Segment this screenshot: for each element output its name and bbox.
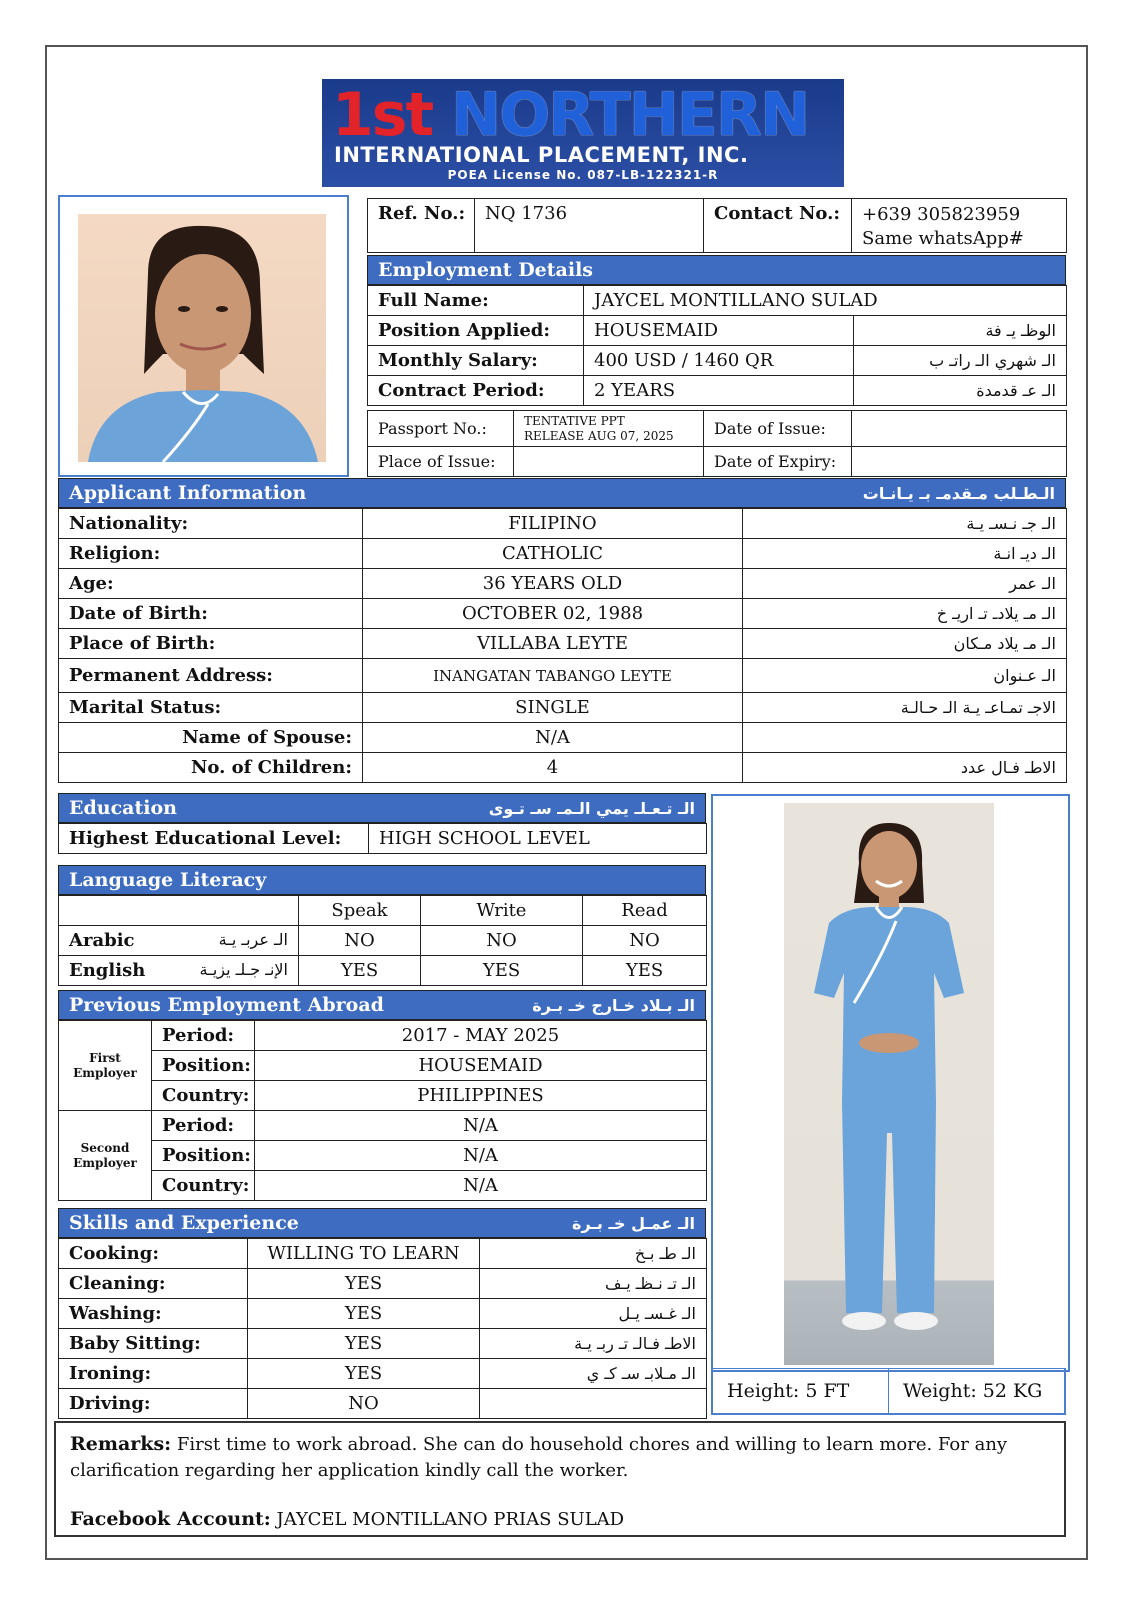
baby-sitting-arabic: الاطـ فـالـ تـ ربـ يـة: [480, 1329, 707, 1359]
arabic-write: NO: [421, 926, 583, 956]
place-issue-label: Place of Issue:: [368, 447, 514, 477]
washing-label: Washing:: [59, 1299, 248, 1329]
employment-details-header: Employment Details: [367, 255, 1066, 285]
religion-value: CATHOLIC: [363, 539, 743, 569]
marital-status-value: SINGLE: [363, 693, 743, 723]
position-applied-arabic: الوظـ يـ فة: [854, 316, 1067, 346]
first-position-value: HOUSEMAID: [255, 1051, 707, 1081]
arabic-row-label: Arabic الـ عربـ يـة: [59, 926, 299, 956]
expiry-value: [852, 447, 1067, 477]
cooking-value: WILLING TO LEARN: [248, 1239, 480, 1269]
speak-col-header: Speak: [299, 896, 421, 926]
full-name-label: Full Name:: [368, 286, 584, 316]
monthly-salary-value: 400 USD / 1460 QR: [584, 346, 854, 376]
previous-employment-header: Previous Employment Abroad الـ بـلاد خـارج خـ بـرة: [58, 990, 706, 1020]
passport-label: Passport No.:: [368, 411, 514, 447]
facebook-value: JAYCEL MONTILLANO PRIAS SULAD: [276, 1509, 625, 1530]
monthly-salary-arabic: الـ شهري الـ راتـ ب: [854, 346, 1067, 376]
position-applied-label: Position Applied:: [368, 316, 584, 346]
cleaning-label: Cleaning:: [59, 1269, 248, 1299]
passport-value: TENTATIVE PPT RELEASE AUG 07, 2025: [514, 411, 704, 447]
remarks-box: [54, 1421, 1066, 1537]
spouse-value: N/A: [363, 723, 743, 753]
english-speak: YES: [299, 956, 421, 986]
remarks-text: First time to work abroad. She can do household chores and willing to learn more. For any clarification regarding her application kindly call the worker.: [70, 1434, 1008, 1481]
issue-date-label: Date of Issue:: [704, 411, 852, 447]
pob-arabic: الـ مـ يلاد مـكان: [743, 629, 1067, 659]
cleaning-value: YES: [248, 1269, 480, 1299]
employment-table: [367, 285, 1067, 406]
arabic-speak: NO: [299, 926, 421, 956]
second-position-label: Position:: [152, 1141, 255, 1171]
driving-label: Driving:: [59, 1389, 248, 1419]
dob-label: Date of Birth:: [59, 599, 363, 629]
washing-value: YES: [248, 1299, 480, 1329]
second-employer-title: Second Employer: [59, 1111, 152, 1201]
education-table: [58, 823, 707, 854]
nationality-value: FILIPINO: [363, 509, 743, 539]
language-header: Language Literacy: [58, 865, 706, 895]
reference-table: [367, 198, 1067, 253]
children-label: No. of Children:: [59, 753, 363, 783]
age-arabic: الـ عمر: [743, 569, 1067, 599]
second-country-value: N/A: [255, 1171, 707, 1201]
arabic-read: NO: [583, 926, 707, 956]
contract-period-arabic: الـ عـ قدمدة: [854, 376, 1067, 406]
applicant-table: [58, 508, 1067, 783]
washing-arabic: الـ غـسـ يـل: [480, 1299, 707, 1329]
passport-table: [367, 410, 1067, 477]
place-issue-value: [514, 447, 704, 477]
remarks-label: Remarks:: [70, 1433, 172, 1455]
english-read: YES: [583, 956, 707, 986]
height-weight-bar: [711, 1368, 1066, 1415]
read-col-header: Read: [583, 896, 707, 926]
facebook-label: Facebook Account:: [70, 1508, 271, 1530]
english-row-label: English الإنـ جـلـ يزيـة: [59, 956, 299, 986]
contract-period-label: Contract Period:: [368, 376, 584, 406]
language-table: [58, 895, 707, 986]
company-logo: [322, 79, 844, 187]
cooking-arabic: الـ طـ بـخ: [480, 1239, 707, 1269]
address-arabic: الـ عـنوان: [743, 659, 1067, 693]
nationality-arabic: الـ جـ نـسـ يـة: [743, 509, 1067, 539]
second-country-label: Country:: [152, 1171, 255, 1201]
spouse-label: Name of Spouse:: [59, 723, 363, 753]
dob-arabic: الـ مـ يلادـ تـ اريـ خ: [743, 599, 1067, 629]
write-col-header: Write: [421, 896, 583, 926]
religion-arabic: الـ ديـ انـة: [743, 539, 1067, 569]
driving-value: NO: [248, 1389, 480, 1419]
english-write: YES: [421, 956, 583, 986]
ref-label: Ref. No.:: [368, 199, 475, 253]
ironing-arabic: الـ مـلابـ سـ كـ ي: [480, 1359, 707, 1389]
logo-subtitle: INTERNATIONAL PLACEMENT, INC.: [334, 143, 749, 167]
baby-sitting-label: Baby Sitting:: [59, 1329, 248, 1359]
religion-label: Religion:: [59, 539, 363, 569]
full-name-value: JAYCEL MONTILLANO SULAD: [584, 286, 1067, 316]
ref-value: NQ 1736: [475, 199, 704, 253]
weight-value: Weight: 52 KG: [888, 1369, 1064, 1413]
second-period-value: N/A: [255, 1111, 707, 1141]
skills-table: [58, 1238, 707, 1419]
cooking-label: Cooking:: [59, 1239, 248, 1269]
contact-label: Contact No.:: [704, 199, 852, 253]
first-country-value: PHILIPPINES: [255, 1081, 707, 1111]
first-position-label: Position:: [152, 1051, 255, 1081]
applicant-info-header-arabic: الـطـلب مـقدمـ بـ يـانـات: [862, 483, 1055, 503]
second-period-label: Period:: [152, 1111, 255, 1141]
monthly-salary-label: Monthly Salary:: [368, 346, 584, 376]
age-value: 36 YEARS OLD: [363, 569, 743, 599]
first-period-label: Period:: [152, 1021, 255, 1051]
education-level-label: Highest Educational Level:: [59, 824, 369, 854]
dob-value: OCTOBER 02, 1988: [363, 599, 743, 629]
contract-period-value: 2 YEARS: [584, 376, 854, 406]
skills-header-arabic: الـ عمـل خـ بـرة: [572, 1213, 695, 1233]
driving-arabic: [480, 1389, 707, 1419]
applicant-full-body-photo: [711, 794, 1070, 1372]
logo-license: POEA License No. 087-LB-122321-R: [447, 168, 719, 182]
expiry-label: Date of Expiry:: [704, 447, 852, 477]
previous-employment-header-arabic: الـ بـلاد خـارج خـ بـرة: [532, 995, 695, 1015]
applicant-info-header: Applicant Information الـطـلب مـقدمـ بـ يـانـات: [58, 478, 1066, 508]
nationality-label: Nationality:: [59, 509, 363, 539]
ironing-value: YES: [248, 1359, 480, 1389]
marital-status-label: Marital Status:: [59, 693, 363, 723]
education-header: Education الـ تـعـلـ يمي الـمـ سـ تـوى: [58, 793, 706, 823]
age-label: Age:: [59, 569, 363, 599]
ironing-label: Ironing:: [59, 1359, 248, 1389]
address-value: INANGATAN TABANGO LEYTE: [363, 659, 743, 693]
education-header-arabic: الـ تـعـلـ يمي الـمـ سـ تـوى: [488, 798, 695, 818]
spouse-arabic: [743, 723, 1067, 753]
children-value: 4: [363, 753, 743, 783]
second-position-value: N/A: [255, 1141, 707, 1171]
logo-brand-first: 1st: [332, 80, 433, 150]
children-arabic: الاطـ فـال عدد: [743, 753, 1067, 783]
address-label: Permanent Address:: [59, 659, 363, 693]
skills-header: Skills and Experience الـ عمـل خـ بـرة: [58, 1208, 706, 1238]
previous-employment-table: [58, 1020, 707, 1201]
position-applied-value: HOUSEMAID: [584, 316, 854, 346]
contact-value: +639 305823959 Same whatsApp#: [852, 199, 1067, 253]
pob-value: VILLABA LEYTE: [363, 629, 743, 659]
issue-date-value: [852, 411, 1067, 447]
first-country-label: Country:: [152, 1081, 255, 1111]
first-period-value: 2017 - MAY 2025: [255, 1021, 707, 1051]
pob-label: Place of Birth:: [59, 629, 363, 659]
education-level-value: HIGH SCHOOL LEVEL: [369, 824, 707, 854]
baby-sitting-value: YES: [248, 1329, 480, 1359]
marital-status-arabic: الاجـ تمـاعـ يـة الـ حـالـة: [743, 693, 1067, 723]
applicant-portrait-photo: [58, 195, 349, 477]
logo-brand-name: NORTHERN: [451, 80, 809, 150]
height-value: Height: 5 FT: [727, 1380, 850, 1402]
first-employer-title: First Employer: [59, 1021, 152, 1111]
cleaning-arabic: الـ تـ نـظـ يـف: [480, 1269, 707, 1299]
